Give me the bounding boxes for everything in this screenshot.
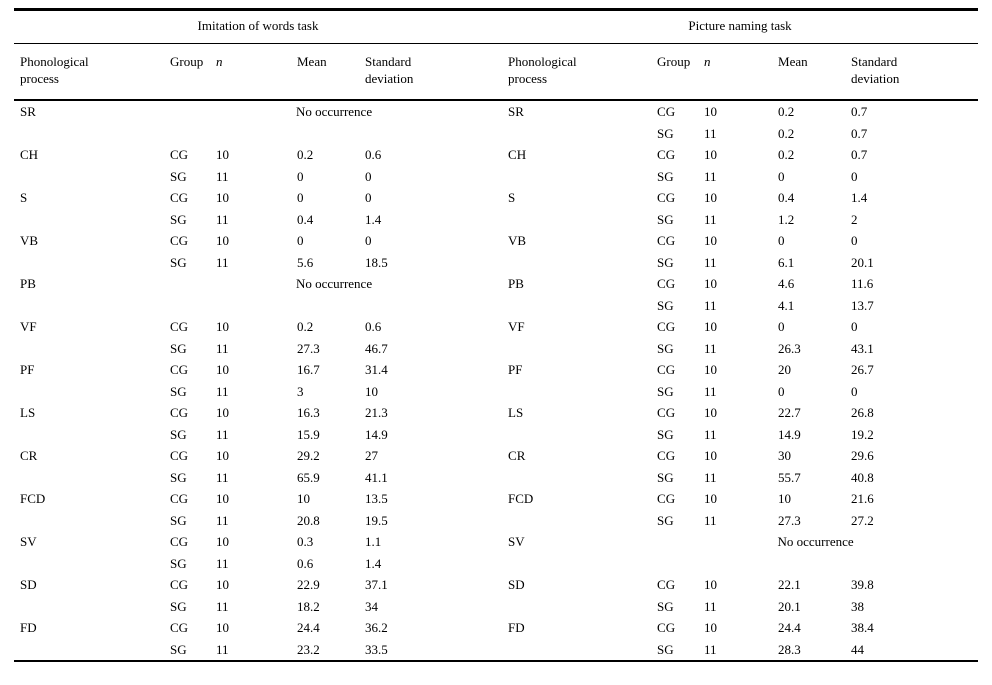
mean-cell: 30: [778, 448, 792, 463]
mean-cell: 0.6: [297, 555, 314, 571]
col-header-phonological-process: Phonological process: [502, 44, 657, 101]
mean-cell: 1.2: [778, 211, 795, 227]
mean-cell: 5.6: [297, 254, 314, 270]
group-cell: SG: [170, 168, 187, 184]
process-cell: PB: [20, 276, 36, 291]
mean-cell: 0: [297, 233, 304, 248]
mean-cell: 0.4: [297, 211, 314, 227]
n-cell: 11: [704, 641, 717, 657]
process-cell: SV: [20, 534, 37, 549]
process-cell: [502, 123, 657, 145]
column-header-row: [14, 44, 978, 101]
group-cell: CG: [170, 319, 189, 334]
n-cell: [216, 295, 297, 317]
sd-cell: 0.7: [851, 104, 868, 119]
n-cell: 11: [704, 125, 717, 141]
group-cell: CG: [657, 319, 676, 334]
table-row: [14, 295, 978, 317]
group-cell: SG: [657, 168, 674, 184]
process-cell: CR: [20, 448, 38, 463]
mean-cell: 0: [297, 168, 304, 184]
group-cell: CG: [657, 448, 676, 463]
process-cell: LS: [508, 405, 524, 420]
table-row: [14, 230, 978, 252]
mean-cell: 0: [297, 190, 304, 205]
table-row: [14, 424, 978, 446]
mean-cell: 0.2: [778, 147, 795, 162]
mean-cell: 28.3: [778, 641, 801, 657]
process-cell: [502, 252, 657, 274]
sd-cell: 1.4: [851, 190, 868, 205]
n-cell: 11: [216, 512, 229, 528]
mean-cell: 20: [778, 362, 792, 377]
process-cell: [14, 553, 170, 575]
mean-cell: 18.2: [297, 598, 320, 614]
n-cell: 11: [216, 641, 229, 657]
sd-cell: 1.4: [365, 211, 382, 227]
sd-cell: 43.1: [851, 340, 874, 356]
n-cell: 10: [704, 276, 718, 291]
sd-cell: 0.7: [851, 125, 868, 141]
process-cell: FD: [20, 620, 37, 635]
sd-cell: 33.5: [365, 641, 388, 657]
n-cell: 10: [216, 147, 229, 162]
mean-cell: [297, 123, 365, 145]
mean-cell: 0.3: [297, 534, 314, 549]
n-cell: 10: [216, 362, 229, 377]
no-occurrence-cell: No occurrence: [295, 104, 373, 119]
sd-cell: 0: [851, 383, 858, 399]
mean-cell: 65.9: [297, 469, 320, 485]
group-cell: SG: [657, 254, 674, 270]
group-cell: CG: [657, 620, 676, 635]
mean-cell: 29.2: [297, 448, 320, 463]
sd-cell: 0: [851, 168, 858, 184]
sd-cell: 18.5: [365, 254, 388, 270]
n-cell: 11: [704, 469, 717, 485]
mean-cell: 14.9: [778, 426, 801, 442]
sd-cell: 14.9: [365, 426, 388, 442]
process-cell: FCD: [20, 491, 46, 506]
process-cell: [502, 639, 657, 662]
no-occurrence-cell: No occurrence: [777, 534, 854, 549]
col-header-phonological-process: Phonological process: [14, 44, 170, 101]
process-cell: SD: [20, 577, 37, 592]
process-cell: [502, 295, 657, 317]
sd-cell: 41.1: [365, 469, 388, 485]
col-header-standard-deviation: Standard deviation: [851, 44, 978, 101]
process-cell: S: [20, 190, 28, 205]
group-cell: CG: [657, 190, 676, 205]
process-cell: [502, 510, 657, 532]
mean-cell: 0: [778, 319, 785, 334]
table-row: [14, 574, 978, 596]
n-cell: 11: [704, 254, 717, 270]
n-cell: 10: [704, 491, 718, 506]
group-cell: SG: [657, 469, 674, 485]
group-cell: [170, 123, 216, 145]
process-cell: [14, 252, 170, 274]
sd-cell: 26.7: [851, 362, 874, 377]
n-cell: 10: [704, 620, 718, 635]
mean-cell: 0: [778, 168, 785, 184]
mean-cell: 0: [778, 233, 785, 248]
group-cell: SG: [657, 125, 674, 141]
n-cell: 10: [704, 362, 718, 377]
group-cell: CG: [170, 491, 189, 506]
mean-cell: 24.4: [778, 620, 801, 635]
process-cell: SD: [508, 577, 525, 592]
n-cell: 10: [704, 405, 718, 420]
sd-cell: 26.8: [851, 405, 874, 420]
process-cell: VF: [508, 319, 525, 334]
process-cell: [14, 295, 170, 317]
sd-cell: 0.6: [365, 319, 382, 334]
table-row: [14, 553, 978, 575]
n-cell: 11: [216, 469, 229, 485]
table-row: [14, 252, 978, 274]
process-cell: [502, 553, 657, 575]
n-cell: 11: [216, 598, 229, 614]
table-row: [14, 445, 978, 467]
group-cell: SG: [657, 641, 674, 657]
n-cell: 10: [216, 448, 229, 463]
table-row: [14, 510, 978, 532]
col-header-group: Group: [170, 44, 216, 101]
group-cell: SG: [657, 211, 674, 227]
process-cell: [502, 338, 657, 360]
sd-cell: 1.4: [365, 555, 382, 571]
process-cell: VF: [20, 319, 37, 334]
n-cell: 10: [704, 104, 718, 119]
group-cell: CG: [170, 405, 189, 420]
sd-cell: 0.7: [851, 147, 868, 162]
sd-cell: 38: [851, 598, 865, 614]
mean-cell: 10: [778, 491, 792, 506]
group-cell: SG: [657, 512, 674, 528]
group-cell: CG: [170, 577, 189, 592]
n-cell: 10: [216, 233, 229, 248]
mean-cell: 4.1: [778, 297, 795, 313]
table-row: [14, 596, 978, 618]
group-cell: SG: [170, 340, 187, 356]
n-cell: 10: [216, 405, 229, 420]
table-row: [14, 381, 978, 403]
group-cell: SG: [170, 426, 187, 442]
sd-cell: 34: [365, 598, 378, 614]
sd-cell: [365, 295, 502, 317]
sd-cell: 27.2: [851, 512, 874, 528]
group-cell: CG: [170, 448, 189, 463]
n-cell: 11: [704, 383, 717, 399]
col-header-n: n: [216, 44, 297, 101]
col-header-group: Group: [657, 44, 704, 101]
n-cell: 11: [704, 426, 717, 442]
col-header-mean: Mean: [297, 44, 365, 101]
sd-cell: 27: [365, 448, 378, 463]
process-cell: [14, 510, 170, 532]
n-cell: 11: [704, 512, 717, 528]
table-row: [14, 166, 978, 188]
group-cell: CG: [170, 147, 189, 162]
sd-cell: 40.8: [851, 469, 874, 485]
n-cell: [704, 553, 778, 575]
table-row: [14, 338, 978, 360]
group-cell: SG: [170, 254, 187, 270]
n-cell: 11: [216, 555, 229, 571]
sd-cell: 29.6: [851, 448, 874, 463]
mean-cell: 22.1: [778, 577, 801, 592]
col-header-mean: Mean: [778, 44, 851, 101]
group-cell: SG: [657, 383, 674, 399]
n-cell: 10: [216, 577, 229, 592]
mean-cell: 22.9: [297, 577, 320, 592]
mean-cell: 20.8: [297, 512, 320, 528]
group-cell: SG: [657, 598, 674, 614]
process-cell: [502, 209, 657, 231]
n-cell: 10: [216, 319, 229, 334]
n-cell: 10: [704, 233, 718, 248]
mean-cell: [778, 553, 851, 575]
table-row: [14, 209, 978, 231]
group-cell: SG: [170, 383, 187, 399]
table-row: [14, 123, 978, 145]
task-header-row: [14, 10, 978, 44]
n-cell: 11: [216, 383, 229, 399]
sd-cell: 0: [365, 168, 372, 184]
n-cell: 10: [704, 147, 718, 162]
process-cell: [502, 381, 657, 403]
group-cell: CG: [170, 190, 189, 205]
group-cell: SG: [170, 598, 187, 614]
group-cell: CG: [657, 147, 676, 162]
mean-cell: 0.2: [297, 147, 314, 162]
table-body: [14, 100, 978, 661]
process-cell: FD: [508, 620, 525, 635]
sd-cell: 19.2: [851, 426, 874, 442]
group-cell: CG: [170, 362, 189, 377]
process-cell: [14, 467, 170, 489]
table-row: [14, 488, 978, 510]
table-row: [14, 100, 978, 123]
process-cell: SR: [508, 104, 524, 119]
process-cell: [14, 596, 170, 618]
process-cell: [14, 381, 170, 403]
sd-cell: 10: [365, 383, 378, 399]
n-cell: 11: [216, 426, 229, 442]
sd-cell: 1.1: [365, 534, 382, 549]
sd-cell: 0: [365, 233, 372, 248]
group-cell: SG: [170, 512, 187, 528]
process-cell: PF: [20, 362, 35, 377]
mean-cell: 24.4: [297, 620, 320, 635]
process-cell: PF: [508, 362, 523, 377]
sd-cell: [365, 123, 502, 145]
group-cell: CG: [170, 233, 189, 248]
sd-cell: 36.2: [365, 620, 388, 635]
mean-cell: 4.6: [778, 276, 795, 291]
process-cell: S: [508, 190, 516, 205]
process-cell: VB: [20, 233, 39, 248]
n-cell: 11: [704, 168, 717, 184]
group-cell: CG: [657, 577, 676, 592]
n-cell: 10: [704, 190, 718, 205]
table-row: [14, 187, 978, 209]
process-cell: CH: [508, 147, 527, 162]
mean-cell: 16.7: [297, 362, 320, 377]
mean-cell: 27.3: [778, 512, 801, 528]
sd-cell: 13.5: [365, 491, 388, 506]
group-cell: SG: [657, 426, 674, 442]
table-row: [14, 639, 978, 662]
group-cell: SG: [657, 340, 674, 356]
table-row: [14, 531, 978, 553]
sd-cell: 21.6: [851, 491, 874, 506]
group-cell: CG: [657, 233, 676, 248]
process-cell: [14, 166, 170, 188]
col-header-n: n: [704, 44, 778, 101]
table-row: [14, 144, 978, 166]
group-cell: SG: [170, 211, 187, 227]
sd-cell: 0.6: [365, 147, 382, 162]
sd-cell: 2: [851, 211, 858, 227]
n-cell: 11: [704, 598, 717, 614]
mean-cell: 0: [778, 383, 785, 399]
mean-cell: 0.2: [778, 104, 795, 119]
mean-cell: 55.7: [778, 469, 801, 485]
mean-cell: 27.3: [297, 340, 320, 356]
mean-cell: 0.4: [778, 190, 795, 205]
process-cell: [502, 596, 657, 618]
sd-cell: 31.4: [365, 362, 388, 377]
sd-cell: 21.3: [365, 405, 388, 420]
n-cell: 10: [704, 448, 718, 463]
table-row: [14, 359, 978, 381]
process-cell: LS: [20, 405, 36, 420]
n-cell: 10: [216, 190, 229, 205]
n-cell: 10: [704, 577, 718, 592]
sd-cell: 19.5: [365, 512, 388, 528]
n-cell: 11: [216, 254, 229, 270]
process-cell: [14, 639, 170, 662]
process-cell: [14, 123, 170, 145]
mean-cell: 0.2: [297, 319, 314, 334]
table-row: [14, 467, 978, 489]
group-cell: CG: [657, 491, 676, 506]
sd-cell: [851, 553, 978, 575]
mean-cell: 20.1: [778, 598, 801, 614]
right-task-title: Picture naming task: [502, 10, 978, 44]
group-cell: CG: [170, 620, 189, 635]
mean-cell: [297, 295, 365, 317]
group-cell: SG: [170, 469, 187, 485]
sd-cell: 11.6: [851, 276, 874, 291]
process-cell: [502, 467, 657, 489]
mean-cell: 6.1: [778, 254, 795, 270]
process-cell: VB: [508, 233, 527, 248]
mean-cell: 22.7: [778, 405, 801, 420]
group-cell: CG: [657, 405, 676, 420]
group-cell: SG: [170, 641, 187, 657]
sd-cell: 20.1: [851, 254, 874, 270]
mean-cell: 23.2: [297, 641, 320, 657]
mean-cell: 3: [297, 383, 304, 399]
table-row: [14, 402, 978, 424]
mean-cell: 26.3: [778, 340, 801, 356]
sd-cell: 38.4: [851, 620, 874, 635]
sd-cell: 46.7: [365, 340, 388, 356]
sd-cell: 0: [851, 233, 858, 248]
process-cell: [14, 209, 170, 231]
n-cell: 10: [216, 620, 229, 635]
phonological-process-results-table: [14, 8, 978, 662]
n-cell: 11: [216, 340, 229, 356]
process-cell: [502, 424, 657, 446]
process-cell: CH: [20, 147, 39, 162]
process-cell: CR: [508, 448, 526, 463]
n-cell: 11: [704, 340, 717, 356]
n-cell: 11: [704, 211, 717, 227]
sd-cell: 13.7: [851, 297, 874, 313]
sd-cell: 37.1: [365, 577, 388, 592]
n-cell: [216, 123, 297, 145]
table-row: [14, 617, 978, 639]
table-row: [14, 316, 978, 338]
n-cell: 10: [704, 319, 718, 334]
process-cell: [502, 166, 657, 188]
group-cell: [657, 553, 704, 575]
process-cell: [14, 338, 170, 360]
sd-cell: 0: [851, 319, 858, 334]
table-row: [14, 273, 978, 295]
n-cell: 10: [216, 491, 229, 506]
group-cell: SG: [170, 555, 187, 571]
mean-cell: 15.9: [297, 426, 320, 442]
process-cell: SV: [508, 534, 525, 549]
group-cell: CG: [657, 104, 676, 119]
group-cell: CG: [170, 534, 189, 549]
process-cell: [14, 424, 170, 446]
sd-cell: 44: [851, 641, 865, 657]
left-task-title: Imitation of words task: [14, 10, 502, 44]
process-cell: PB: [508, 276, 524, 291]
mean-cell: 16.3: [297, 405, 320, 420]
group-cell: SG: [657, 297, 674, 313]
group-cell: [170, 295, 216, 317]
mean-cell: 10: [297, 491, 310, 506]
process-cell: FCD: [508, 491, 534, 506]
sd-cell: 0: [365, 190, 372, 205]
group-cell: CG: [657, 276, 676, 291]
n-cell: 11: [704, 297, 717, 313]
n-cell: 10: [216, 534, 229, 549]
n-cell: 11: [216, 211, 229, 227]
col-header-standard-deviation: Standard deviation: [365, 44, 502, 101]
process-cell: SR: [20, 104, 36, 119]
n-cell: 11: [216, 168, 229, 184]
group-cell: CG: [657, 362, 676, 377]
mean-cell: 0.2: [778, 125, 795, 141]
sd-cell: 39.8: [851, 577, 874, 592]
no-occurrence-cell: No occurrence: [295, 276, 373, 291]
